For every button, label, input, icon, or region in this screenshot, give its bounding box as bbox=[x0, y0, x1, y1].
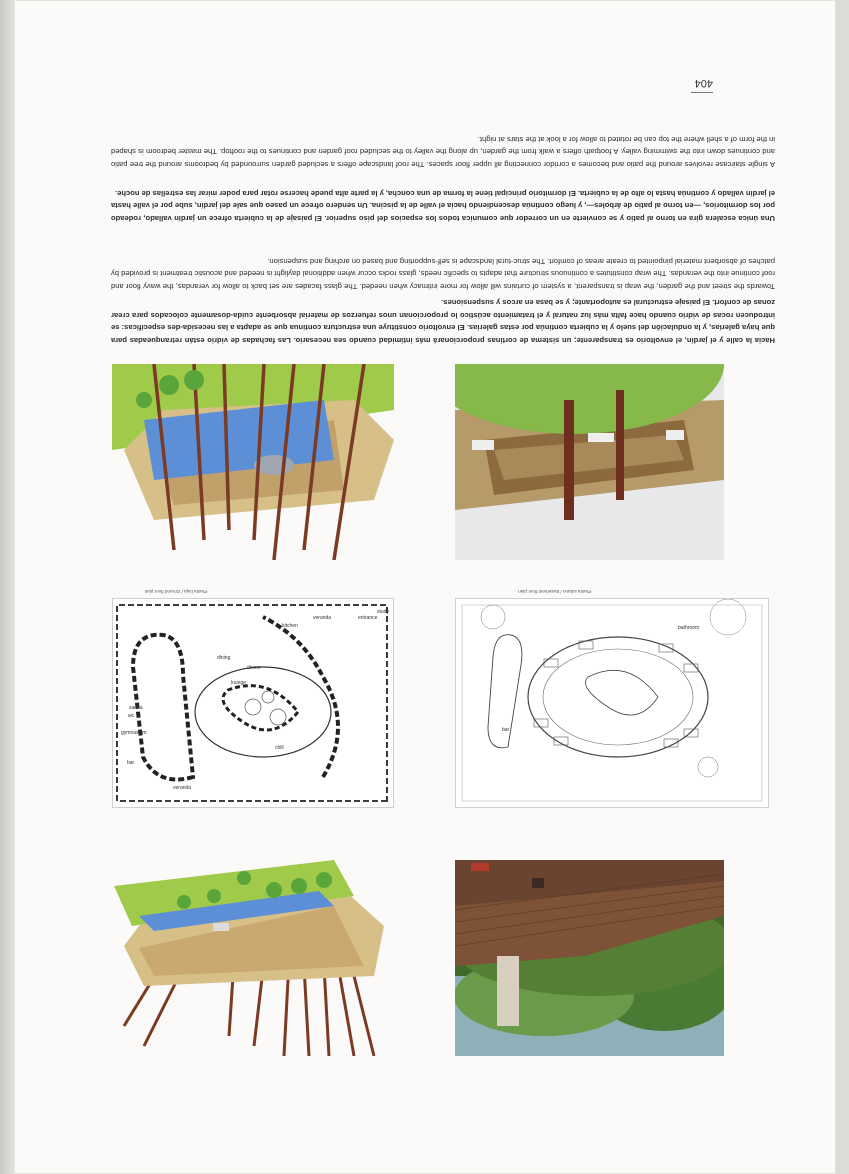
plan-label-veranda: veranda bbox=[173, 785, 192, 791]
paragraph-1-english: Towards the street and the garden, the wrap is transparent, a system of curtains will allow for more intimacy when needed. The glass facades are set back to allow for verandas, the wavy floor and roof continue into the verandas. The wrap constitutes a continuous structure that adapts to specific needs, glass rocks occur when additional daylight is needed and acoustic treatment is provided by patches of absorbent material pinpointed to create areas of comfort. The struc-tural landscape is self-supporting and based on arching and suspension. bbox=[111, 256, 775, 291]
plan-label-kitchen: kitchen bbox=[282, 623, 298, 629]
plan-label-chill: chill bbox=[275, 745, 284, 751]
plan-label-bar-ground: bar bbox=[127, 760, 135, 766]
render-patio-trees bbox=[455, 364, 724, 560]
plan-label-dinner: dinner bbox=[247, 665, 261, 671]
plan-label-wc: wc bbox=[128, 713, 135, 719]
model-render-roof bbox=[112, 860, 394, 1056]
plan-label-entrance: entrance bbox=[358, 615, 378, 621]
plan-label-gymnasium: gymnasium bbox=[121, 730, 147, 736]
paragraph-2-english: A single staircase revolves around the patio and becomes a corridor connecting all upper floor spaces. The roof landscape offers a secluded garden surrounded by bedrooms around the tree patio and continues down into the swimming valley. A footpath offers a walk from the garden, up along the valley to the secluded roof garden and continues to the rooftop. The master bedroom is shaped in the form of a shell where the top can be rotated to allow for a look at the stars at night. bbox=[111, 134, 775, 169]
plan-label-study: study bbox=[377, 609, 389, 615]
ground-plan-caption: Planta baja / Ground floor plan bbox=[144, 589, 207, 594]
plan-label-lounge: lounge bbox=[231, 680, 247, 686]
plan-label-bar: bar bbox=[502, 727, 510, 733]
model-render-aerial bbox=[112, 364, 394, 560]
plan-label-bathroom: bathroom bbox=[678, 625, 700, 631]
photo-wooden-deck bbox=[455, 860, 724, 1056]
basement-plan-caption: Planta sótano / Basement floor plan bbox=[518, 589, 591, 594]
basement-floor-plan bbox=[455, 598, 769, 808]
plan-label-veranda-2: veranda bbox=[313, 615, 332, 621]
paragraph-2-spanish: Una única escalera gira en torno al patio y se convierte en un corredor que comunica todos los espacios del piso superior. El paisaje de la cubierta ofrece un jardín vallado, rodeado por los dormitorios, —en torno al patio de árboles—, y luego continúa descendiendo hacia el valle de la piscina. Un sendero ofrece un paseo que sale del jardín, sube por el valle hasta el jardín vallado y continúa hasta lo alto de la cubierta. El dormitorio principal tiene la forma de una concha, y la parte alta puede hacerse rotar para poder mirar las estrellas de noche. bbox=[111, 188, 775, 223]
page-number-rule bbox=[691, 92, 713, 93]
page-number: 404 bbox=[694, 77, 713, 89]
ground-floor-plan bbox=[112, 598, 394, 808]
plan-label-sauna: sauna bbox=[129, 705, 143, 711]
plan-label-dining: dining bbox=[217, 655, 231, 661]
paragraph-1-spanish: Hacia la calle y el jardín, el envoltorio es transparente; un sistema de cortinas proporcionará más intimidad cuando sea necesario. Las fachadas de vidrio están retranqueadas para que haya galerías, y la ondulación del suelo y la cubierta continúa por estas galerías. El envoltorio constituye una estructura continua que se adapta a las necesida-des específicas: se introducen rocas de vidrio cuando hace falta más luz natural y el tratamiento acústico lo proporcionan unos refuerzos de material absorbente cuida-dosamente colocados para crear zonas de confort. El paisaje estructural es autoportante; y se basa en arcos y suspensiones. bbox=[111, 298, 775, 345]
